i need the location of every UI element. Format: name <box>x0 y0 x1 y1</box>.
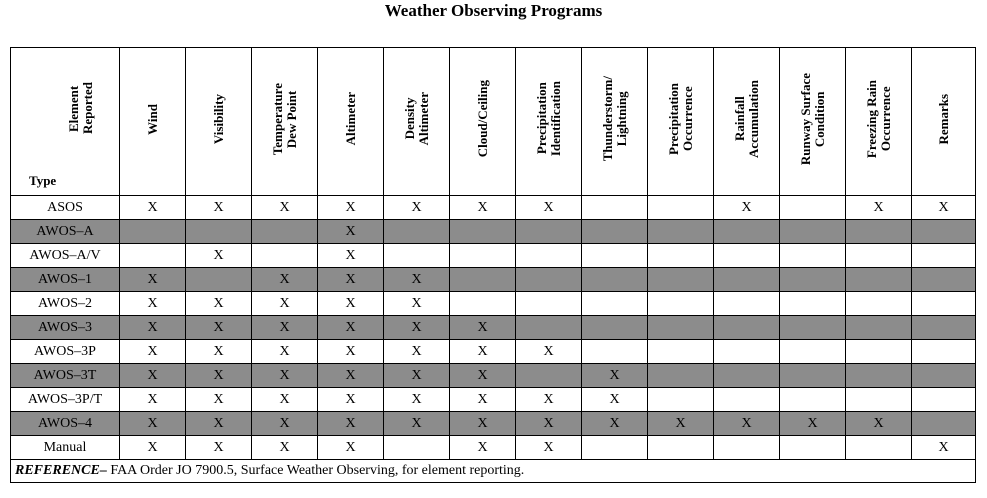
reference-text: FAA Order JO 7900.5, Surface Weather Observing, for element reporting. <box>106 463 525 478</box>
column-header <box>846 48 912 196</box>
table-cell <box>516 220 582 244</box>
column-header-label <box>344 92 358 145</box>
table-cell <box>714 436 780 460</box>
table-cell <box>780 316 846 340</box>
column-header-label <box>146 104 160 135</box>
table-cell <box>846 436 912 460</box>
table-cell: X <box>120 364 186 388</box>
table-cell <box>582 220 648 244</box>
table-row <box>11 292 976 316</box>
table-cell <box>846 364 912 388</box>
table-cell <box>780 388 846 412</box>
column-header-line1: Wind <box>144 103 160 135</box>
table-cell: X <box>318 436 384 460</box>
table-cell <box>912 364 976 388</box>
column-header-line2: Accumulation <box>745 80 761 158</box>
table-cell: X <box>516 388 582 412</box>
column-header-line2: Identification <box>547 81 563 157</box>
reference-label: REFERENCE– <box>15 463 107 478</box>
table-cell: X <box>780 412 846 436</box>
type-cell: AWOS–A/V <box>11 244 120 268</box>
table-cell: X <box>384 316 450 340</box>
table-cell: X <box>846 412 912 436</box>
table-cell: X <box>318 388 384 412</box>
column-header <box>384 48 450 196</box>
table-cell <box>384 244 450 268</box>
column-header-line1: Altimeter <box>342 92 358 146</box>
column-header-line1: Precipitation <box>665 83 681 155</box>
table-cell <box>582 196 648 220</box>
table-cell: X <box>318 364 384 388</box>
table-cell: X <box>186 340 252 364</box>
table-cell: X <box>516 412 582 436</box>
column-header-line1: Temperature <box>269 82 285 156</box>
table-cell <box>846 268 912 292</box>
table-cell <box>648 268 714 292</box>
type-cell: AWOS–1 <box>11 268 120 292</box>
table-cell <box>516 316 582 340</box>
table-cell: X <box>450 412 516 436</box>
page-title: Weather Observing Programs <box>384 1 603 20</box>
table-cell <box>516 292 582 316</box>
column-header-label <box>535 81 563 156</box>
table-cell <box>582 340 648 364</box>
table-cell <box>714 292 780 316</box>
table-cell <box>912 220 976 244</box>
table-cell: X <box>252 388 318 412</box>
column-header-label <box>212 94 226 144</box>
table-cell: X <box>384 340 450 364</box>
table-cell: X <box>252 364 318 388</box>
table-cell: X <box>912 436 976 460</box>
table-cell <box>648 292 714 316</box>
table-cell: X <box>450 196 516 220</box>
table-cell <box>780 268 846 292</box>
table-cell <box>780 340 846 364</box>
table-row <box>11 364 976 388</box>
table-cell <box>252 244 318 268</box>
table-cell: X <box>186 244 252 268</box>
table-cell: X <box>384 412 450 436</box>
column-header <box>912 48 976 196</box>
table-cell <box>648 220 714 244</box>
table-cell <box>516 268 582 292</box>
table-cell: X <box>186 436 252 460</box>
table-cell: X <box>648 412 714 436</box>
table-cell <box>780 220 846 244</box>
column-header-label <box>733 80 761 158</box>
table-cell: X <box>318 292 384 316</box>
table-cell <box>780 292 846 316</box>
table-cell: X <box>384 364 450 388</box>
type-cell: Manual <box>11 436 120 460</box>
table-cell <box>780 244 846 268</box>
table-cell: X <box>582 388 648 412</box>
table-row <box>11 436 976 460</box>
table-cell <box>714 340 780 364</box>
column-header <box>252 48 318 196</box>
table-cell <box>120 244 186 268</box>
column-header-line2: Altimeter <box>415 92 431 146</box>
table-cell <box>648 340 714 364</box>
table-cell: X <box>450 388 516 412</box>
element-type-header <box>11 48 120 196</box>
table-cell <box>582 292 648 316</box>
table-cell <box>912 388 976 412</box>
table-cell: X <box>186 196 252 220</box>
table-cell: X <box>120 388 186 412</box>
table-cell: X <box>714 196 780 220</box>
column-header-line1: Freezing Rain <box>863 79 879 159</box>
table-cell: X <box>384 292 450 316</box>
table-cell: X <box>318 340 384 364</box>
table-cell: X <box>318 244 384 268</box>
column-header <box>450 48 516 196</box>
table-cell: X <box>186 292 252 316</box>
table-cell <box>714 244 780 268</box>
table-row <box>11 244 976 268</box>
table-cell <box>912 340 976 364</box>
table-cell <box>120 220 186 244</box>
table-cell: X <box>318 268 384 292</box>
table-cell <box>846 340 912 364</box>
table-cell: X <box>252 412 318 436</box>
table-cell: X <box>318 412 384 436</box>
type-cell: AWOS–3 <box>11 316 120 340</box>
table-row <box>11 412 976 436</box>
table-cell <box>846 220 912 244</box>
column-header-line2: Dew Point <box>283 90 299 148</box>
column-header-line1: Precipitation <box>533 83 549 155</box>
type-cell: AWOS–2 <box>11 292 120 316</box>
table-cell: X <box>516 340 582 364</box>
table-cell <box>648 244 714 268</box>
table-cell <box>582 244 648 268</box>
table-cell <box>846 244 912 268</box>
type-cell: AWOS–4 <box>11 412 120 436</box>
weather-programs-table <box>10 47 976 483</box>
table-cell <box>516 244 582 268</box>
table-cell <box>780 364 846 388</box>
table-cell: X <box>252 316 318 340</box>
column-header <box>714 48 780 196</box>
table-cell: X <box>120 268 186 292</box>
column-header-label <box>667 83 695 155</box>
table-row <box>11 340 976 364</box>
column-header-line1: Thunderstorm/ <box>599 76 615 162</box>
table-cell <box>846 316 912 340</box>
table-cell: X <box>120 436 186 460</box>
table-cell: X <box>120 292 186 316</box>
table-cell: X <box>450 316 516 340</box>
table-cell <box>648 196 714 220</box>
table-cell: X <box>318 196 384 220</box>
column-header-line2: Lightning <box>613 91 629 147</box>
table-cell <box>384 436 450 460</box>
table-cell <box>252 220 318 244</box>
column-header-label <box>403 92 431 145</box>
table-cell: X <box>252 340 318 364</box>
table-cell <box>912 412 976 436</box>
table-cell <box>582 268 648 292</box>
table-cell: X <box>450 340 516 364</box>
header-row <box>11 48 976 196</box>
table-cell <box>450 268 516 292</box>
table-cell <box>450 220 516 244</box>
type-cell: AWOS–3P <box>11 340 120 364</box>
table-cell: X <box>450 436 516 460</box>
column-header-line1: Rainfall <box>731 96 747 142</box>
column-header <box>780 48 846 196</box>
column-header <box>120 48 186 196</box>
column-header-line1: Density <box>401 98 417 140</box>
table-cell: X <box>120 412 186 436</box>
column-header <box>648 48 714 196</box>
column-header-line1: Remarks <box>935 93 951 145</box>
table-cell: X <box>714 412 780 436</box>
table-cell <box>648 388 714 412</box>
table-cell: X <box>186 412 252 436</box>
table-cell: X <box>186 388 252 412</box>
element-reported-label-2: Reported <box>80 82 95 135</box>
type-cell: ASOS <box>11 196 120 220</box>
column-header-label <box>271 83 299 155</box>
table-cell: X <box>912 196 976 220</box>
table-cell: X <box>318 220 384 244</box>
table-cell: X <box>120 196 186 220</box>
table-cell: X <box>252 268 318 292</box>
reference-row <box>11 460 976 483</box>
column-header <box>186 48 252 196</box>
table-cell <box>582 436 648 460</box>
table-body <box>11 196 976 460</box>
type-cell: AWOS–3T <box>11 364 120 388</box>
table-cell <box>516 364 582 388</box>
table-cell <box>582 316 648 340</box>
column-header-label <box>865 80 893 158</box>
table-cell: X <box>252 292 318 316</box>
table-cell: X <box>120 340 186 364</box>
table-cell: X <box>450 364 516 388</box>
column-header-line2: Condition <box>811 91 827 147</box>
table-cell <box>714 316 780 340</box>
column-header <box>318 48 384 196</box>
type-label: Type <box>29 173 57 188</box>
type-cell: AWOS–A <box>11 220 120 244</box>
table-cell <box>912 316 976 340</box>
table-row <box>11 388 976 412</box>
table-cell <box>384 220 450 244</box>
column-header <box>582 48 648 196</box>
reference-cell <box>11 460 976 483</box>
table-cell <box>450 244 516 268</box>
table-row <box>11 220 976 244</box>
table-cell <box>648 364 714 388</box>
table-cell: X <box>252 196 318 220</box>
table-cell: X <box>384 196 450 220</box>
table-cell <box>186 268 252 292</box>
table-cell: X <box>516 196 582 220</box>
table-cell: X <box>582 364 648 388</box>
column-header-label <box>937 94 951 145</box>
table-cell <box>846 388 912 412</box>
table-cell: X <box>252 436 318 460</box>
column-header-line2: Occurrence <box>679 86 695 152</box>
column-header-label <box>601 76 629 161</box>
table-cell <box>714 388 780 412</box>
table-cell: X <box>186 364 252 388</box>
table-cell <box>186 220 252 244</box>
column-header-label <box>799 73 827 165</box>
table-cell: X <box>516 436 582 460</box>
column-header-line1: Cloud/Ceiling <box>474 80 490 158</box>
element-reported-label-1: Element <box>66 85 81 132</box>
table-cell <box>648 316 714 340</box>
column-header-line1: Runway Surface <box>797 72 813 166</box>
column-header-label <box>476 80 490 157</box>
table-cell <box>714 364 780 388</box>
table-cell: X <box>384 268 450 292</box>
table-cell <box>780 196 846 220</box>
table-cell: X <box>846 196 912 220</box>
table-cell: X <box>120 316 186 340</box>
table-cell <box>450 292 516 316</box>
table-cell <box>912 244 976 268</box>
column-header-line2: Occurrence <box>877 86 893 152</box>
table-cell <box>714 220 780 244</box>
table-cell: X <box>186 316 252 340</box>
table-cell: X <box>384 388 450 412</box>
column-header-line1: Visibility <box>210 93 226 145</box>
table-row <box>11 268 976 292</box>
table-cell <box>912 268 976 292</box>
table-row <box>11 316 976 340</box>
table-cell <box>714 268 780 292</box>
table-cell: X <box>582 412 648 436</box>
table-cell <box>780 436 846 460</box>
table-cell <box>846 292 912 316</box>
table-cell <box>912 292 976 316</box>
table-cell <box>648 436 714 460</box>
table-cell: X <box>318 316 384 340</box>
column-header <box>516 48 582 196</box>
type-cell: AWOS–3P/T <box>11 388 120 412</box>
table-row <box>11 196 976 220</box>
